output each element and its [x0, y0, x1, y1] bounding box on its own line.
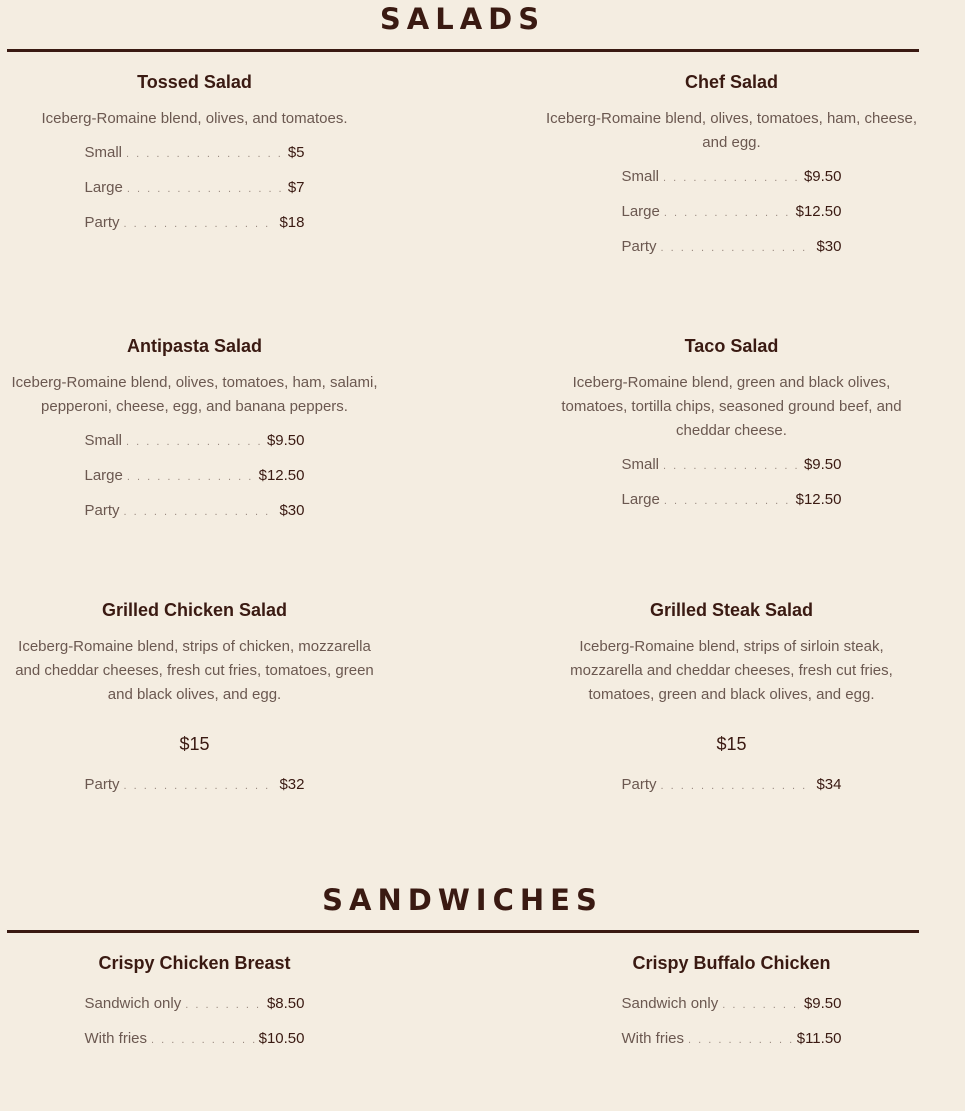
price-row	[85, 1029, 305, 1064]
price-value: $18	[279, 214, 305, 231]
price-row	[622, 237, 842, 272]
price-value: $10.50	[258, 1030, 305, 1047]
dot-leader	[126, 432, 263, 452]
size-label: Small	[621, 168, 660, 185]
item-description: Iceberg-Romaine blend, olives, tomatoes, ham, salami, pepperoni, cheese, egg, and banana peppers.	[11, 374, 378, 415]
price-row	[85, 501, 305, 536]
item-name: Crispy Chicken Breast	[98, 953, 291, 973]
price-list	[7, 431, 382, 536]
price-value: $30	[279, 502, 305, 519]
dot-leader	[124, 214, 276, 234]
item-description: Iceberg-Romaine blend, green and black olives, tomatoes, tortilla chips, seasoned ground beef, and cheddar cheese.	[561, 374, 902, 439]
price-row	[85, 775, 305, 810]
price-value: $9.50	[803, 456, 842, 473]
price-value: $8.50	[266, 995, 305, 1012]
menu-item-grilled-steak-salad	[543, 599, 920, 810]
menu-item-grilled-chicken-salad	[7, 599, 382, 810]
price-value: $32	[279, 776, 305, 793]
price-list	[543, 167, 920, 272]
price-row	[622, 202, 842, 237]
dot-leader	[663, 168, 800, 188]
price-list	[7, 994, 382, 1064]
size-label: Large	[621, 203, 660, 220]
price-value: $9.50	[803, 168, 842, 185]
sandwiches-divider	[7, 930, 919, 933]
price-row	[85, 994, 305, 1029]
dot-leader	[688, 1030, 793, 1050]
price-row	[85, 143, 305, 178]
dot-leader	[126, 144, 284, 164]
salads-heading: SALADS	[379, 2, 546, 36]
size-label: Party	[84, 502, 120, 519]
price-list	[7, 775, 382, 810]
size-label: Party	[621, 238, 657, 255]
price-value: $34	[816, 776, 842, 793]
item-name: Grilled Steak Salad	[649, 600, 814, 620]
price-row	[622, 490, 842, 525]
price-row	[622, 167, 842, 202]
menu-item-chef-salad	[543, 71, 920, 272]
price-value: $11.50	[796, 1030, 842, 1047]
dot-leader	[124, 502, 276, 522]
dot-leader	[127, 467, 255, 487]
dot-leader	[722, 995, 800, 1015]
size-label: Sandwich only	[84, 995, 182, 1012]
price-row	[85, 178, 305, 213]
price-value: $5	[287, 144, 305, 161]
dot-leader	[185, 995, 263, 1015]
salads-divider	[7, 49, 919, 52]
item-name: Crispy Buffalo Chicken	[632, 953, 831, 973]
dot-leader	[661, 238, 813, 258]
price-value: $12.50	[795, 203, 842, 220]
price-value: $9.50	[266, 432, 305, 449]
item-description: Iceberg-Romaine blend, olives, and tomatoes.	[41, 110, 348, 127]
menu-item-tossed-salad	[7, 71, 382, 248]
size-label: Small	[621, 456, 660, 473]
size-label: Party	[84, 776, 120, 793]
price-list	[543, 994, 920, 1064]
menu-item-crispy-buffalo-chicken	[543, 952, 920, 1064]
item-description: Iceberg-Romaine blend, strips of sirloin steak, mozzarella and cheddar cheeses, fresh cut fries, tomatoes, green and black olives, and egg.	[570, 638, 893, 703]
dot-leader	[151, 1030, 255, 1050]
size-label: Party	[84, 214, 120, 231]
price-row	[622, 455, 842, 490]
size-label: With fries	[621, 1030, 685, 1047]
price-value: $7	[287, 179, 305, 196]
price-row	[85, 466, 305, 501]
dot-leader	[661, 776, 813, 796]
price-row	[622, 1029, 842, 1064]
item-name: Tossed Salad	[137, 72, 252, 92]
dot-leader	[664, 491, 792, 511]
dot-leader	[663, 456, 800, 476]
menu-item-antipasta-salad	[7, 335, 382, 536]
item-name: Taco Salad	[684, 336, 779, 356]
size-label: Large	[84, 179, 123, 196]
size-label: With fries	[84, 1030, 148, 1047]
dot-leader	[664, 203, 792, 223]
menu-item-crispy-chicken-breast	[7, 952, 382, 1064]
item-name: Grilled Chicken Salad	[101, 600, 288, 620]
price-row	[85, 431, 305, 466]
price-row	[622, 775, 842, 810]
sandwiches-heading: SANDWICHES	[322, 883, 603, 917]
price-row	[85, 213, 305, 248]
menu-item-taco-salad	[543, 335, 920, 525]
size-label: Small	[84, 144, 123, 161]
dot-leader	[127, 179, 284, 199]
price-list	[543, 455, 920, 525]
size-label: Party	[621, 776, 657, 793]
base-price: $15	[179, 734, 210, 754]
size-label: Small	[84, 432, 123, 449]
item-name: Chef Salad	[684, 72, 779, 92]
size-label: Large	[621, 491, 660, 508]
price-row	[622, 994, 842, 1029]
price-value: $30	[816, 238, 842, 255]
size-label: Sandwich only	[621, 995, 719, 1012]
price-list	[543, 775, 920, 810]
price-value: $12.50	[258, 467, 305, 484]
item-description: Iceberg-Romaine blend, olives, tomatoes, ham, cheese, and egg.	[545, 110, 918, 151]
price-list	[7, 143, 382, 248]
base-price: $15	[716, 734, 747, 754]
price-value: $9.50	[803, 995, 842, 1012]
item-name: Antipasta Salad	[126, 336, 263, 356]
dot-leader	[124, 776, 276, 796]
size-label: Large	[84, 467, 123, 484]
price-value: $12.50	[795, 491, 842, 508]
item-description: Iceberg-Romaine blend, strips of chicken, mozzarella and cheddar cheeses, fresh cut fries, tomatoes, green and black olives, and egg.	[15, 638, 374, 703]
